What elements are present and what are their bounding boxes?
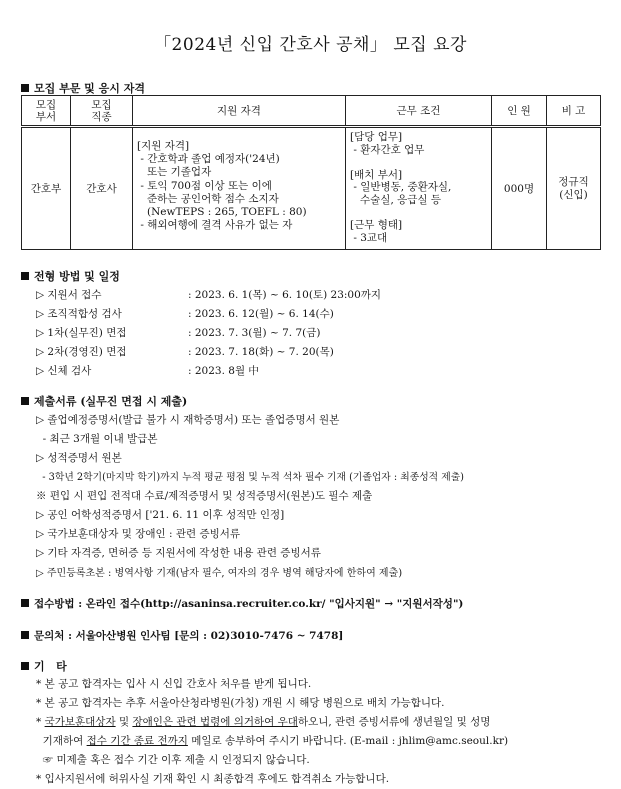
square-bullet-icon	[21, 397, 29, 405]
schedule-item: ▷ 2차(경영진) 면접 : 2023. 7. 18(화) ~ 7. 20(목)	[36, 346, 334, 358]
cell-count: 000명	[492, 127, 547, 250]
schedule-item: ▷ 지원서 접수 : 2023. 6. 1(목) ~ 6. 10(토) 23:00까지	[36, 289, 382, 301]
header-conditions: 근무 조건	[346, 96, 492, 127]
document-item: ▷ 기타 자격증, 면허증 등 지원서에 작성한 내용 관련 증빙서류	[36, 547, 321, 559]
document-subitem: - 최근 3개월 이내 발급본	[36, 433, 158, 445]
section-contact: 문의처 : 서울아산병원 인사팀 [문의 : 02)3010-7476 ~ 7478]	[21, 628, 343, 643]
document-note: ※ 편입 시 편입 전적대 수료/제적증명서 및 성적증명서(원본)도 필수 제출	[36, 490, 373, 502]
header-role: 모집 직종	[71, 96, 133, 127]
schedule-item: ▷ 1차(실무진) 면접 : 2023. 7. 3(월) ~ 7. 7(금)	[36, 327, 321, 339]
etc-line: * 입사지원서에 허위사실 기재 확인 시 최종합격 후에도 합격취소 가능합니다.	[36, 773, 390, 785]
schedule-item: ▷ 신체 검사 : 2023. 8월 中	[36, 365, 259, 377]
document-item: ▷ 졸업예정증명서(발급 불가 시 재학증명서) 또는 졸업증명서 원본	[36, 414, 340, 426]
etc-line: * 본 공고 합격자는 입사 시 신입 간호사 처우를 받게 됩니다.	[36, 678, 312, 690]
table-header-row	[22, 96, 601, 127]
section-recruitment-heading: 모집 부문 및 응시 자격	[21, 80, 145, 96]
document-item: ▷ 공인 어학성적증명서 ['21. 6. 11 이후 성적만 인정]	[36, 509, 285, 521]
etc-line: * 국가보훈대상자 및 장애인은 관련 법령에 의거하여 우대하오니, 관련 증빙서류에 생년월일 및 성명	[36, 716, 491, 728]
cell-dept: 간호부	[22, 127, 71, 250]
cell-qualification	[133, 127, 346, 250]
square-bullet-icon	[21, 662, 29, 670]
header-dept: 모집 부서	[22, 96, 71, 127]
table-row	[22, 127, 601, 250]
cell-note: 정규직 (신입)	[547, 127, 601, 250]
square-bullet-icon	[21, 272, 29, 280]
header-qualification: 지원 자격	[133, 96, 346, 127]
section-documents-heading: 제출서류 (실무진 면접 시 제출)	[21, 393, 187, 409]
document-subitem: - 3학년 2학기(마지막 학기)까지 누적 평균 평점 및 누적 석차 필수 기재 (기졸업자 : 최종성적 제출)	[36, 472, 465, 483]
square-bullet-icon	[21, 631, 29, 639]
etc-line: 기재하여 접수 기간 종료 전까지 메일로 송부하여 주시기 바랍니다. (E-mail : jhlim@amc.seoul.kr)	[36, 735, 509, 747]
qualification-list: [지원 자격] - 간호학과 졸업 예정자('24년) 또는 기졸업자 - 토익 700점 이상 또는 이에 준하는 공인어학 점수 소지자 (NewTEPS : 265, TOEFL : 80) - 해외여행에 결격 사유가 없는 자	[137, 140, 307, 232]
square-bullet-icon	[21, 84, 29, 92]
page-title: 「2024년 신입 간호사 공채」 모집 요강	[154, 35, 467, 55]
document-item: ▷ 주민등록초본 : 병역사항 기재(남자 필수, 여자의 경우 병역 해당자에 한하여 제출)	[36, 568, 403, 579]
section-etc-heading: 기 타	[21, 658, 67, 674]
section-schedule-heading: 전형 방법 및 일정	[21, 268, 120, 284]
document-item: ▷ 국가보훈대상자 및 장애인 : 관련 증빙서류	[36, 528, 241, 540]
square-bullet-icon	[21, 599, 29, 607]
cell-role: 간호사	[71, 127, 133, 250]
document-item: ▷ 성적증명서 원본	[36, 452, 122, 464]
etc-line: ☞ 미제출 혹은 접수 기간 이후 제출 시 인정되지 않습니다.	[36, 754, 310, 766]
header-note: 비 고	[547, 96, 601, 127]
recruitment-table	[21, 95, 601, 250]
header-count: 인 원	[492, 96, 547, 127]
conditions-list: [담당 업무] - 환자간호 업무 [배치 부서] - 일반병동, 중환자실, 수술실, 응급실 등 [근무 형태] - 3교대	[350, 131, 452, 244]
schedule-item: ▷ 조직적합성 검사 : 2023. 6. 12(월) ~ 6. 14(수)	[36, 308, 334, 320]
section-application-method: 접수방법 : 온라인 접수(http://asaninsa.recruiter.co.kr/ "입사지원" → "지원서작성")	[21, 596, 463, 611]
etc-line: * 본 공고 합격자는 추후 서울아산청라병원(가칭) 개원 시 해당 병원으로 배치 가능합니다.	[36, 697, 445, 709]
cell-conditions	[346, 127, 492, 250]
